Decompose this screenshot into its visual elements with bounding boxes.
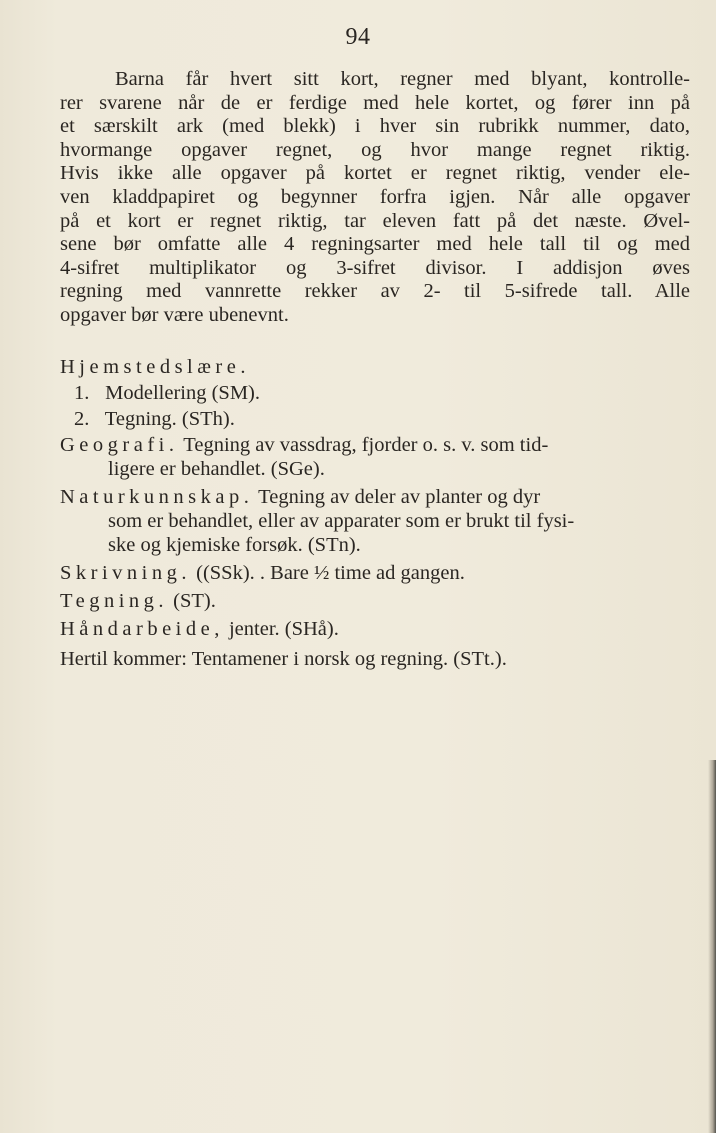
subject-heading: Naturkunnskap. [60,486,254,508]
paragraph-line: sene bør omfatte alle 4 regningsarter med hele tall til og med [60,233,690,256]
subject-heading: Skrivning. [60,562,191,584]
subject-heading: Håndarbeide, [60,618,224,640]
subject-item [60,407,690,431]
subject-text: ((SSk). . Bare ½ time ad gangen. [196,562,465,584]
subject-text-continued: som er behandlet, eller av apparater som er brukt til fysi- [108,510,575,532]
paragraph-line: Barna får hvert sitt kort, regner med blyant, kontrolle- [115,68,690,90]
body-paragraph [60,68,690,328]
subject-geografi [60,433,690,457]
item-number: 2. [74,408,90,430]
paragraph-line: et særskilt ark (med blekk) i hver sin rubrikk nummer, dato, [60,115,690,138]
subject-skrivning [60,561,690,585]
hertil-label: Hertil kommer: [60,648,187,670]
hertil-text: Tentamener i norsk og regning. (STt.). [191,648,507,670]
subject-heading: Tegning. [60,590,169,612]
subject-text: Tegning av vassdrag, fjorder o. s. v. som tid- [183,434,549,456]
paragraph-line: hvormange opgaver regnet, og hvor mange regnet riktig. [60,138,690,161]
paragraph-line: 4-sifret multiplikator og 3-sifret divisor. I addisjon øves [60,256,690,279]
subject-text-continued: ligere er behandlet. (SGe). [108,458,325,480]
subject-text: (ST). [173,590,216,612]
item-number: 1. [74,382,90,404]
subject-item [60,381,690,405]
paragraph-line: Hvis ikke alle opgaver på kortet er regnet riktig, vender ele- [60,162,690,185]
item-text: Tegning. (STh). [104,408,235,430]
paragraph-line: regning med vannrette rekker av 2- til 5-sifrede tall. Alle [60,280,690,303]
hertil-kommer-line [60,647,690,671]
page-number: 94 [345,24,371,50]
subject-text: Tegning av deler av planter og dyr [258,486,541,508]
subject-text: jenter. (SHå). [228,618,339,640]
item-text: Modellering (SM). [105,382,260,404]
page-edge-shadow [708,760,716,1133]
paragraph-line: opgaver bør være ubenevnt. [60,303,289,326]
subject-text-continued: ske og kjemiske forsøk. (STn). [108,534,361,556]
subject-handarbeide [60,617,690,641]
subject-tegning [60,589,690,613]
paragraph-line: rer svarene når de er ferdige med hele kortet, og fører inn på [60,91,690,114]
subject-hjemstedslaere [60,355,690,379]
subject-heading: Geografi. [60,434,179,456]
paragraph-line: på et kort er regnet riktig, tar eleven fatt på det næste. Øvel- [60,209,690,232]
subject-naturkunnskap [60,485,690,509]
subject-list [60,355,690,671]
paragraph-line: ven kladdpapiret og begynner forfra igjen. Når alle opgaver [60,185,690,208]
subject-heading: Hjemstedslære. [60,356,250,378]
